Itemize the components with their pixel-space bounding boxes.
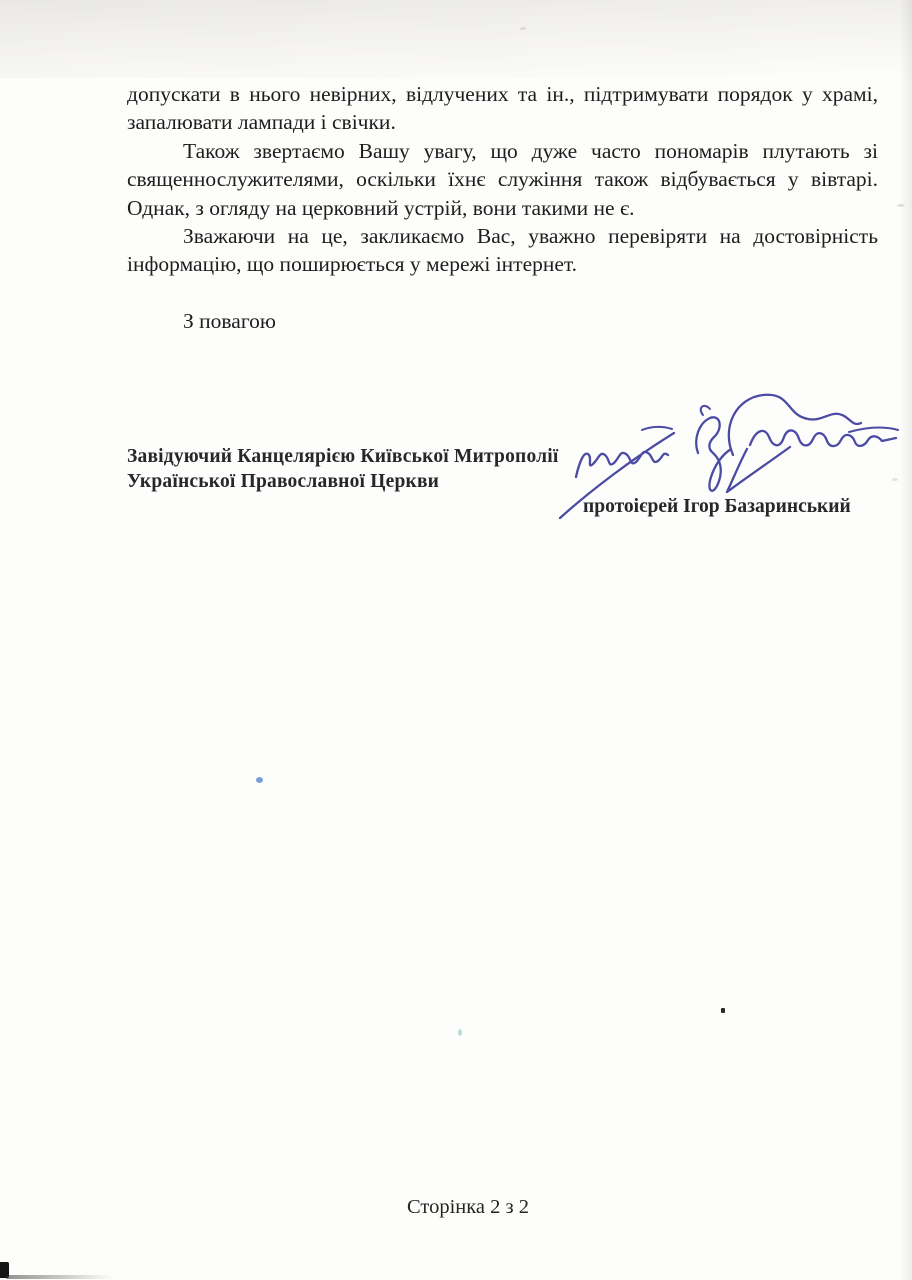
signatory-title-line: Завідуючий Канцелярією Київської Митрополії <box>127 446 559 467</box>
scan-shadow-top <box>0 0 912 78</box>
letter-body <box>127 80 878 336</box>
signatory-title <box>127 444 559 495</box>
scan-speck <box>520 27 526 30</box>
scan-speck <box>721 1008 725 1013</box>
scan-speck <box>897 204 905 207</box>
ink-speck <box>256 777 263 783</box>
body-line: допускати в нього невірних, відлучених та ін., підтримувати порядок у храмі, <box>127 82 878 106</box>
body-line: запалювати лампади і свічки. <box>127 110 396 135</box>
scan-speck <box>458 1029 462 1036</box>
body-line: Однак, з огляду на церковний устрій, вони такими не є. <box>127 195 635 220</box>
body-line: Також звертаємо Вашу увагу, що дуже часто пономарів плутають зі <box>183 138 878 163</box>
body-line: інформацію, що поширюється у мережі інтернет. <box>127 252 578 277</box>
scan-shadow-right <box>900 0 912 1280</box>
scan-speck <box>892 478 898 481</box>
signatory-name: протоієрей Ігор Базаринський <box>583 496 851 517</box>
body-line: Зважаючи на це, закликаємо Вас, уважно перевіряти на достовірність <box>183 224 878 249</box>
page-number: Сторінка 2 з 2 <box>407 1196 529 1218</box>
scan-edge-smear <box>6 1275 126 1279</box>
body-line: священнослужителями, оскільки їхнє служіння також відбувається у вівтарі. <box>127 167 878 192</box>
signatory-title-line: Української Православної Церкви <box>127 471 440 493</box>
closing-salutation: З повагою <box>183 309 276 334</box>
